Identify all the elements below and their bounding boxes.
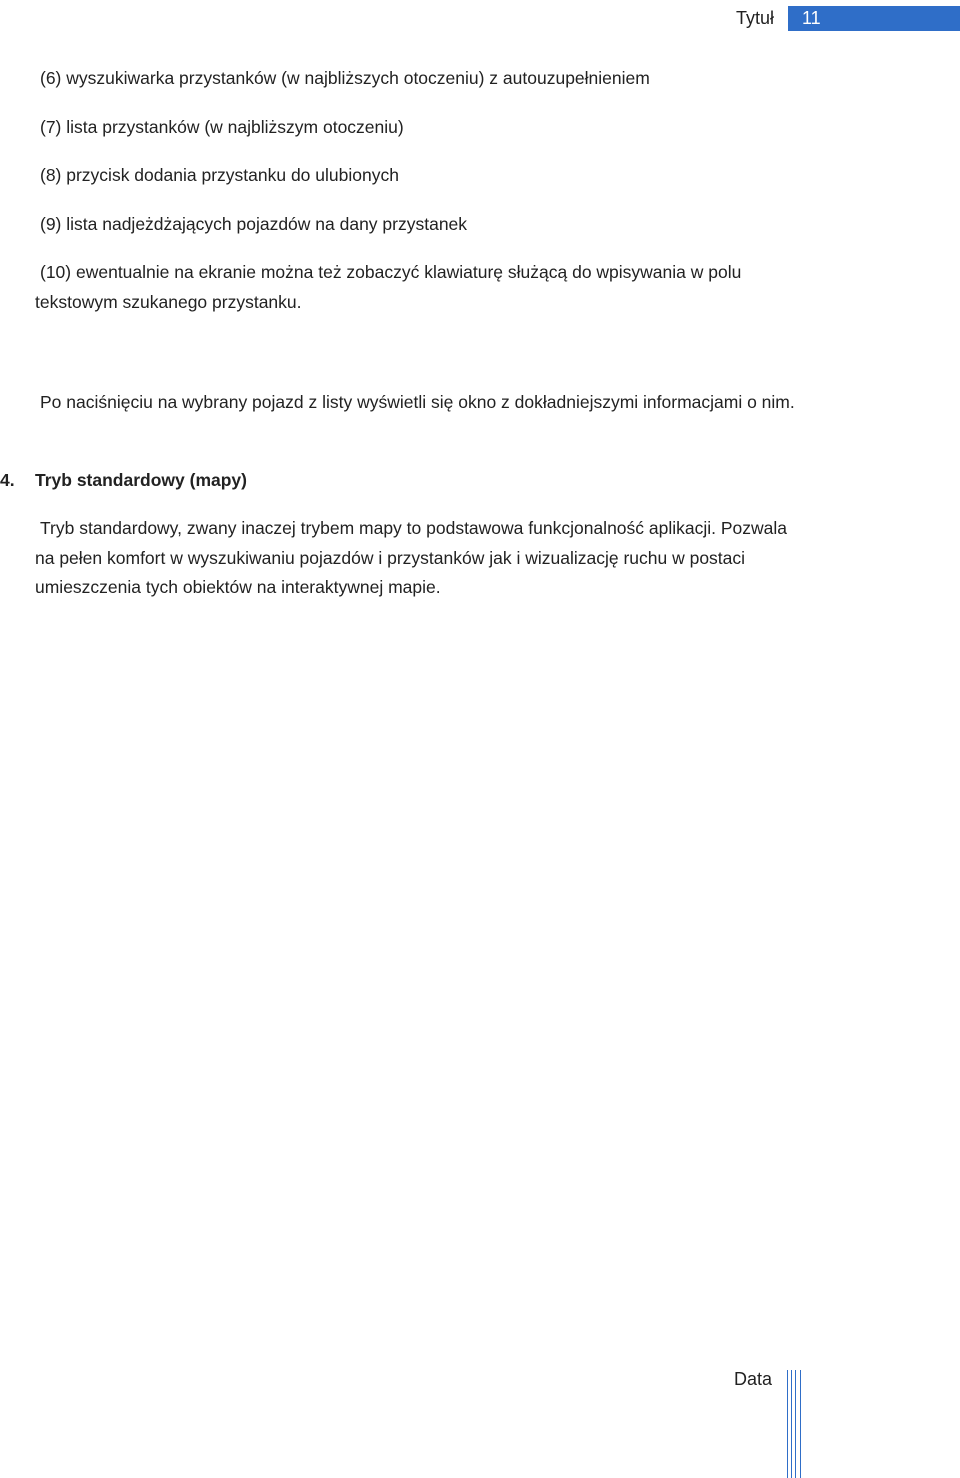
page-number: 11 <box>802 8 821 28</box>
list-item-6: (6) wyszukiwarka przystanków (w najbliższych otoczeniu) z autouzupełnieniem <box>40 68 650 88</box>
page-number-box <box>788 6 960 31</box>
document-body <box>0 64 805 603</box>
section-heading <box>0 466 805 496</box>
footer-date-label: Data <box>734 1369 773 1389</box>
list-item-9: (9) lista nadjeżdżających pojazdów na dany przystanek <box>40 213 468 234</box>
section-title: Tryb standardowy (mapy) <box>35 469 247 490</box>
section-number: 4. <box>0 469 15 490</box>
vehicle-details-paragraph: Po naciśnięciu na wybrany pojazd z listy wyświetli się okno z dokładniejszymi informacjami o nim. <box>40 392 795 412</box>
list-item-7: (7) lista przystanków (w najbliższym otoczeniu) <box>40 116 404 137</box>
list-item-8: (8) przycisk dodania przystanku do ulubionych <box>40 165 399 185</box>
header-title: Tytuł <box>735 8 774 28</box>
footer-decorative-lines <box>787 1370 805 1478</box>
section-body-paragraph: Tryb standardowy, zwany inaczej trybem mapy to podstawowa funkcjonalność aplikacji. Pozwala na pełen komfort w wyszukiwaniu pojazdów i przystanków jak i wizualizację ruchu w postaci umieszczenia tych obiektów na interaktywnej mapie. <box>35 518 788 597</box>
list-item-10: (10) ewentualnie na ekranie można też zobaczyć klawiaturę służącą do wpisywania w polu tekstowym szukanego przystanku. <box>35 262 742 312</box>
